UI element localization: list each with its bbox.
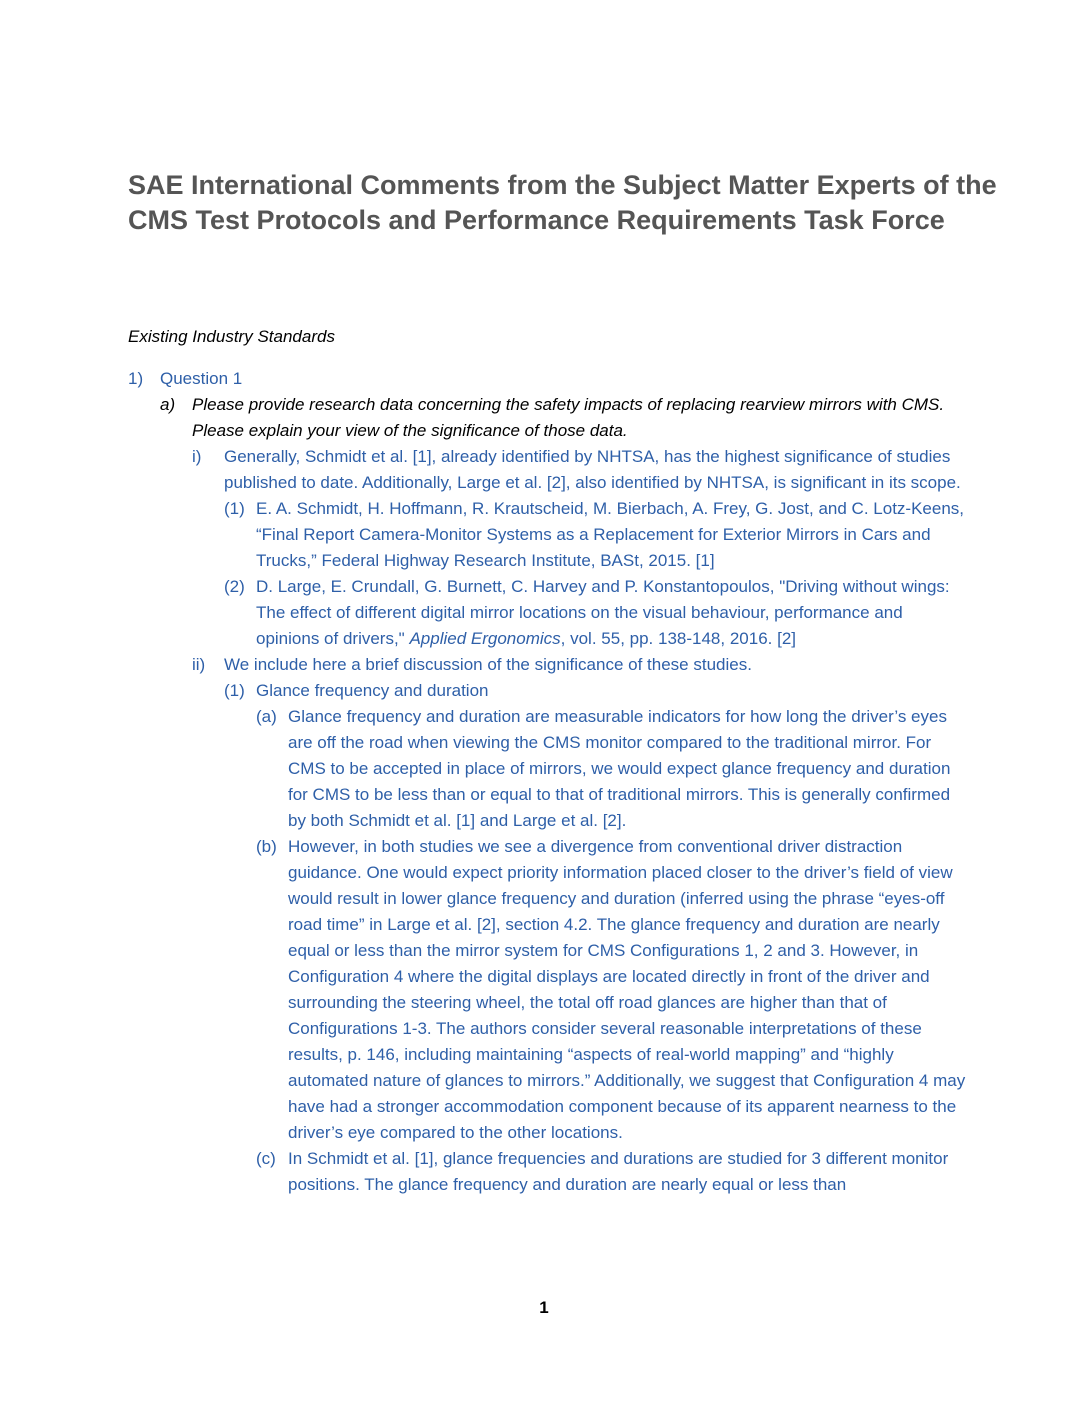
paragraph-b-text: However, in both studies we see a divergence from conventional driver distraction guidance. One would expect priority information placed closer to the driver’s field of view would result in lower glance frequency and duration (inferred using the phrase “eyes-off road time” in Large et al. [2], section 4.2. The glance frequency and duration are nearly equal or less than the mirror system for CMS Configurations 1, 2 and 3. However, in Configuration 4 where the digital displays are located directly in front of the driver and surrounding the steering wheel, the total off road glances are higher than that of Configurations 1-3. The authors consider several reasonable interpretations of these results, p. 146, including maintaining “aspects of real-world mapping” and “highly automated nature of glances to mirrors.” Additionally, we suggest that Configuration 4 may have had a stronger accommodation component because of its apparent nearness to the driver’s eye compared to the other locations. [288, 837, 966, 1142]
reference-2-details: , vol. 55, pp. 138-148, 2016. [2] [560, 629, 796, 648]
answer-item-i-text: Generally, Schmidt et al. [1], already identified by NHTSA, has the highest significance of studies published to date. Additionally, Large et al. [2], also identified by NHTSA, is significant in its scope. [224, 447, 961, 492]
list-marker: a) [160, 395, 176, 414]
paragraph-a [128, 704, 968, 834]
reference-2-text: D. Large, E. Crundall, G. Burnett, C. Harvey and P. Konstantopoulos, "Driving without wings: The effect of different digital mirror locations on the visual behaviour, performance and opinions of drivers," [256, 577, 950, 648]
list-marker: (c) [256, 1149, 276, 1168]
reference-1-text: E. A. Schmidt, H. Hoffmann, R. Krautscheid, M. Bierbach, A. Frey, G. Jost, and C. Lotz-Keens, “Final Report Camera-Monitor Systems as a Replacement for Exterior Mirrors in Cars and Trucks,” Federal Highway Research Institute, BASt, 2015. [1] [256, 499, 964, 570]
reference-2 [128, 574, 968, 652]
reference-1 [128, 496, 968, 574]
subsection-glance [128, 678, 968, 704]
question-1a [128, 392, 968, 444]
reference-2-journal: Applied Ergonomics [409, 629, 561, 648]
list-marker: i) [192, 447, 202, 466]
paragraph-c [128, 1146, 968, 1198]
question-1-label: Question 1 [160, 369, 243, 388]
question-1a-text: Please provide research data concerning the safety impacts of replacing rearview mirrors with CMS. Please explain your view of the significance of those data. [192, 395, 945, 440]
list-marker: (b) [256, 837, 277, 856]
page-number: 1 [539, 1298, 549, 1317]
document-body [128, 366, 968, 1198]
document-title: SAE International Comments from the Subject Matter Experts of the CMS Test Protocols and Performance Requirements Task Force [128, 170, 997, 235]
answer-item-i [128, 444, 968, 496]
list-marker: ii) [192, 655, 206, 674]
list-marker: (2) [224, 577, 245, 596]
paragraph-a-text: Glance frequency and duration are measurable indicators for how long the driver’s eyes are off the road when viewing the CMS monitor compared to the traditional mirror. For CMS to be accepted in place of mirrors, we would expect glance frequency and duration for CMS to be less than or equal to that of traditional mirrors. This is generally confirmed by both Schmidt et al. [1] and Large et al. [2]. [288, 707, 951, 830]
paragraph-b [128, 834, 968, 1146]
subsection-glance-title: Glance frequency and duration [256, 681, 489, 700]
answer-item-ii-text: We include here a brief discussion of the significance of these studies. [224, 655, 752, 674]
list-marker: (1) [224, 499, 245, 518]
paragraph-c-text: In Schmidt et al. [1], glance frequencies and durations are studied for 3 different monitor positions. The glance frequency and duration are nearly equal or less than [288, 1149, 949, 1194]
answer-item-ii [128, 652, 968, 678]
list-marker: 1) [128, 369, 144, 388]
list-marker: (a) [256, 707, 277, 726]
list-marker: (1) [224, 681, 245, 700]
section-heading: Existing Industry Standards [128, 327, 335, 346]
question-1 [128, 366, 968, 392]
